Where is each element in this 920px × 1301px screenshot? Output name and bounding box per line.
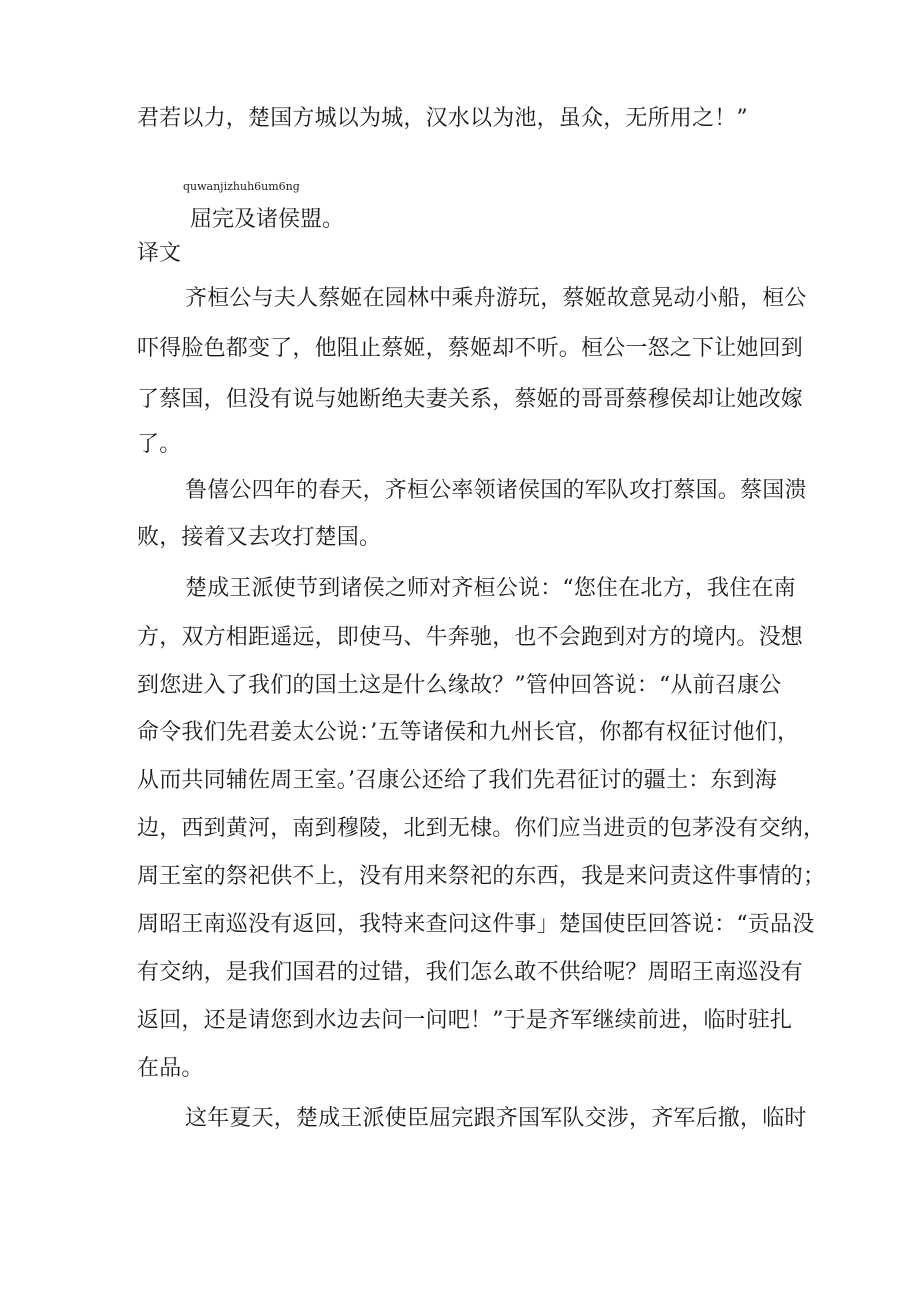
text-line: 了蔡国，但没有说与她断绝夫妻关系，蔡姬的哥哥蔡穆侯却让她改嫁 bbox=[137, 387, 804, 412]
text-line: 败，接着又去攻打楚国。 bbox=[137, 525, 382, 550]
pinyin-annotation: quwanjizhuh6um6ng bbox=[183, 180, 300, 193]
text-line: 从而共同辅佐周王室。’召康公还给了我们先君征讨的疆土：东到海 bbox=[137, 768, 777, 793]
intro-line: 君若以力，楚国方城以为城，汉水以为池，虽众，无所用之！” bbox=[137, 106, 748, 131]
text-line: 周昭王南巡没有返回，我特来查问这件事」楚国使臣回答说：“贡品没 bbox=[137, 912, 815, 937]
text-line: 返回，还是请您到水边去问一问吧！”于是齐军继续前进，临时驻扎 bbox=[137, 1008, 793, 1033]
title-line: 屈完及诸侯盟。 bbox=[190, 207, 345, 232]
text-line: 鲁僖公四年的春天，齐桓公率领诸侯国的军队攻打蔡国。蔡国溃 bbox=[185, 478, 807, 503]
text-line: 楚成王派使节到诸侯之师对齐桓公说：“您住在北方，我住在南 bbox=[185, 576, 796, 601]
text-line: 在品。 bbox=[137, 1056, 204, 1081]
text-line: 齐桓公与夫人蔡姬在园林中乘舟游玩，蔡姬故意晃动小船，桓公 bbox=[185, 286, 807, 311]
text-line: 有交纳，是我们国君的过错，我们怎么敢不供给呢？周昭王南巡没有 bbox=[137, 960, 804, 985]
text-line: 吓得脸色都变了，他阻止蔡姬，蔡姬却不听。桓公一怒之下让她回到 bbox=[137, 336, 804, 361]
text-line: 到您进入了我们的国土这是什么缘故？”管仲回答说：“从前召康公 bbox=[137, 673, 782, 698]
text-line: 了。 bbox=[137, 432, 182, 457]
text-line: 这年夏天，楚成王派使臣屈完跟齐国军队交涉，齐军后撤，临时 bbox=[185, 1106, 807, 1131]
text-line: 方，双方相距遥远，即使马、牛奔驰，也不会跑到对方的境内。没想 bbox=[137, 625, 804, 650]
text-line: 命令我们先君姜太公说：’五等诸侯和九州长官，你都有权征讨他们， bbox=[137, 720, 800, 745]
text-line: 边，西到黄河，南到穆陵，北到无棣。你们应当进贡的包茅没有交纳， bbox=[137, 816, 826, 841]
text-line: 周王室的祭祀供不上，没有用来祭祀的东西，我是来问责这件事情的； bbox=[137, 864, 826, 889]
section-heading: 译文 bbox=[137, 241, 182, 266]
